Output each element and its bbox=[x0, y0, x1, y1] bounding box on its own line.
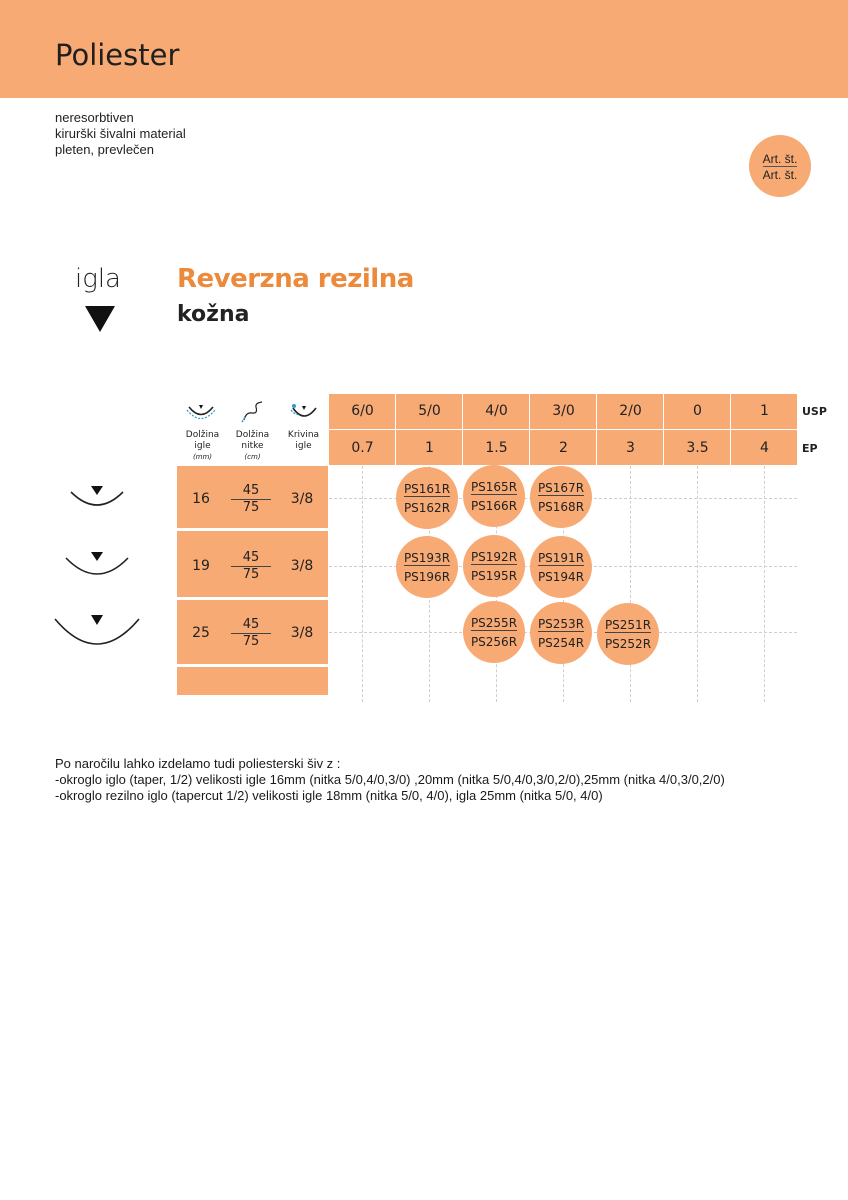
needle-length-icon bbox=[186, 402, 216, 424]
badge-line-2: Art. št. bbox=[762, 168, 798, 182]
usp-size: 3/0 bbox=[552, 403, 575, 419]
needle-type-title: Reverzna rezilna bbox=[177, 264, 414, 294]
ep-size: 1.5 bbox=[485, 440, 508, 456]
reverse-cutting-needle-icon bbox=[63, 550, 131, 584]
usp-size: 4/0 bbox=[485, 403, 508, 419]
spec-row-empty bbox=[177, 667, 328, 695]
product-code-circle: PS165R PS166R bbox=[463, 465, 525, 527]
product-code-circle: PS192R PS195R bbox=[463, 535, 525, 597]
page-title: Poliester bbox=[55, 38, 180, 72]
usp-size: 5/0 bbox=[418, 403, 441, 419]
note-line: -okroglo iglo (taper, 1/2) velikosti igle 16mm (nitka 5/0,4/0,3/0) ,20mm (nitka 5/0,4/0,3/0,2/0),25mm (nitka 4/0,3/0,2/0) bbox=[55, 772, 725, 787]
usp-size: 6/0 bbox=[351, 403, 374, 419]
curvature-header: Krivina igle bbox=[287, 430, 320, 451]
product-code-circle: PS191R PS194R bbox=[530, 536, 592, 598]
ep-size: 1 bbox=[425, 440, 434, 456]
thread-length-header: Dolžina nitke (cm) bbox=[235, 430, 270, 461]
usp-size: 0 bbox=[693, 403, 702, 419]
product-code-circle: PS255R PS256R bbox=[463, 601, 525, 663]
product-code-circle: PS253R PS254R bbox=[530, 602, 592, 664]
usp-size: 1 bbox=[760, 403, 769, 419]
product-code-circle: PS161R PS162R bbox=[396, 467, 458, 529]
description-line: pleten, prevlečen bbox=[55, 142, 155, 157]
needle-subtype: kožna bbox=[177, 302, 250, 327]
reverse-cutting-needle-icon bbox=[68, 484, 126, 514]
needle-length-value: 16 bbox=[192, 491, 210, 507]
ep-size: 3 bbox=[626, 440, 635, 456]
reverse-cutting-triangle-icon bbox=[85, 306, 115, 332]
product-code-circle: PS167R PS168R bbox=[530, 466, 592, 528]
needle-curvature-icon bbox=[288, 402, 320, 424]
grid-line bbox=[764, 466, 765, 702]
material-description bbox=[55, 110, 186, 158]
article-number-badge bbox=[749, 135, 811, 197]
description-line: neresorbtiven bbox=[55, 110, 134, 125]
grid-line bbox=[697, 466, 698, 702]
header-divider bbox=[329, 429, 797, 430]
note-line: Po naročilu lahko izdelamo tudi poliesterski šiv z : bbox=[55, 756, 341, 771]
thread-length-icon bbox=[240, 400, 266, 424]
order-notes bbox=[55, 756, 845, 804]
badge-line-1: Art. št. bbox=[762, 152, 798, 166]
ep-size: 2 bbox=[559, 440, 568, 456]
thread-length-value: 45 75 bbox=[231, 483, 271, 516]
usp-size: 2/0 bbox=[619, 403, 642, 419]
needle-length-value: 25 bbox=[192, 625, 210, 641]
ep-row-label: EP bbox=[802, 442, 818, 455]
needle-length-value: 19 bbox=[192, 558, 210, 574]
thread-length-value: 45 75 bbox=[231, 617, 271, 650]
product-code-circle: PS251R PS252R bbox=[597, 603, 659, 665]
curvature-value: 3/8 bbox=[290, 625, 314, 641]
curvature-value: 3/8 bbox=[290, 491, 314, 507]
needle-length-header: Dolžina igle (mm) bbox=[185, 430, 220, 461]
needle-label: igla bbox=[75, 264, 121, 294]
note-line: -okroglo rezilno iglo (tapercut 1/2) velikosti igle 18mm (nitka 5/0, 4/0), igla 25mm (nitka 5/0, 4/0) bbox=[55, 788, 603, 803]
curvature-value: 3/8 bbox=[290, 558, 314, 574]
thread-length-value: 45 75 bbox=[231, 550, 271, 583]
reverse-cutting-needle-icon bbox=[52, 613, 142, 653]
ep-size: 0.7 bbox=[351, 440, 374, 456]
ep-size: 3.5 bbox=[686, 440, 709, 456]
grid-line bbox=[362, 466, 363, 702]
description-line: kirurški šivalni material bbox=[55, 126, 186, 141]
grid-line bbox=[630, 466, 631, 702]
ep-size: 4 bbox=[760, 440, 769, 456]
usp-row-label: USP bbox=[802, 405, 827, 418]
product-code-circle: PS193R PS196R bbox=[396, 536, 458, 598]
header-bar bbox=[0, 0, 848, 98]
